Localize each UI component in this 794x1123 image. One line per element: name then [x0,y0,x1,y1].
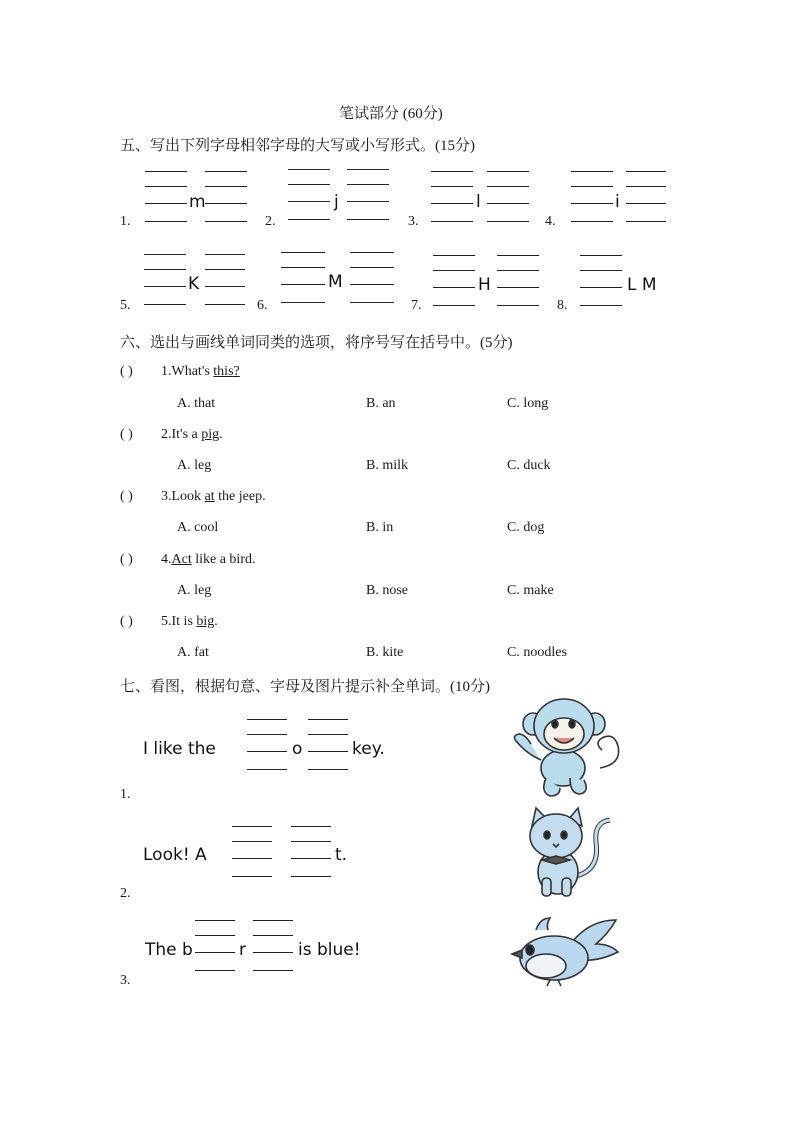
question-4 [161,552,255,568]
question-number: 1. [161,364,172,379]
item-number-2: 2. [265,214,276,229]
letter-2: j [334,192,339,212]
option-a[interactable]: A. leg [177,583,212,598]
option-c[interactable]: C. noodles [507,645,567,660]
writing-grid[interactable] [571,171,613,223]
writing-grid[interactable] [247,719,287,771]
writing-grid[interactable] [205,254,245,306]
underlined-word: Act [171,552,192,567]
item-number-8: 8. [557,298,568,313]
writing-grid[interactable] [580,255,622,307]
letter-4: i [615,192,620,212]
question-text: What's [171,364,214,379]
answer-bracket[interactable]: ( ) [120,552,133,567]
underlined-word: at [204,489,215,504]
question-text: the jeep. [214,489,266,504]
answer-bracket[interactable]: ( ) [120,427,133,442]
option-b[interactable]: B. in [366,520,394,535]
sentence-start: I like the [143,739,216,759]
writing-grid[interactable] [431,171,473,223]
sentence-end: t. [335,845,348,865]
option-b[interactable]: B. nose [366,583,408,598]
letter-3: l [476,192,481,212]
underlined-word: big [196,614,215,629]
question-text: It's a [171,427,202,442]
question-3 [161,489,266,505]
question-2 [161,427,223,443]
writing-grid[interactable] [347,169,389,221]
option-c[interactable]: C. duck [507,458,551,473]
letter-1: m [189,192,206,212]
writing-grid[interactable] [497,255,539,307]
writing-grid[interactable] [144,254,186,306]
writing-grid[interactable] [281,252,325,304]
option-a[interactable]: A. that [177,396,216,411]
writing-grid[interactable] [145,171,187,223]
page-title: 笔试部分 (60分) [339,106,443,122]
writing-grid[interactable] [487,171,529,223]
letter-8: L M [627,275,657,295]
option-a[interactable]: A. fat [177,645,209,660]
question-text: . [219,427,223,442]
sentence-end: key. [352,739,385,759]
writing-grid[interactable] [232,826,272,878]
writing-grid[interactable] [291,826,331,878]
sentence-letter: r [239,940,246,960]
question-number: 5. [161,614,172,629]
letter-7: H [478,275,491,295]
sentence-end: is blue! [298,940,361,960]
question-text: like a bird. [191,552,256,567]
underlined-word: this? [213,364,240,379]
question-text: It is [171,614,197,629]
question-1 [161,364,240,380]
sentence-start: The b [145,940,193,960]
answer-bracket[interactable]: ( ) [120,489,133,504]
option-b[interactable]: B. kite [366,645,404,660]
sentence-letter: o [292,739,303,759]
section5-heading: 五、写出下列字母相邻字母的大写或小写形式。(15分) [120,138,475,154]
option-b[interactable]: B. an [366,396,396,411]
writing-grid[interactable] [195,920,235,972]
question-5 [161,614,218,630]
writing-grid[interactable] [288,169,330,221]
cat-picture [518,806,614,898]
question-text: . [214,614,218,629]
writing-grid[interactable] [626,171,666,223]
option-b[interactable]: B. milk [366,458,409,473]
answer-bracket[interactable]: ( ) [120,614,133,629]
underlined-word: pig [201,427,220,442]
item-number-3: 3. [408,214,419,229]
writing-grid[interactable] [205,171,247,223]
item-number-5: 5. [120,298,131,313]
item-number-6: 6. [257,298,268,313]
option-c[interactable]: C. long [507,396,549,411]
option-a[interactable]: A. leg [177,458,212,473]
item-number: 3. [120,973,131,988]
question-number: 2. [161,427,172,442]
section7-heading: 七、看图，根据句意、字母及图片提示补全单词。(10分) [120,679,490,695]
bird-picture [506,910,622,988]
monkey-picture [508,698,623,798]
item-number: 1. [120,787,131,802]
letter-6: M [328,272,343,292]
item-number-7: 7. [411,298,422,313]
item-number-1: 1. [120,214,131,229]
writing-grid[interactable] [308,719,348,771]
item-number-4: 4. [545,214,556,229]
option-a[interactable]: A. cool [177,520,219,535]
item-number: 2. [120,886,131,901]
option-c[interactable]: C. make [507,583,554,598]
question-number: 4. [161,552,172,567]
writing-grid[interactable] [350,252,394,304]
option-c[interactable]: C. dog [507,520,545,535]
writing-grid[interactable] [253,920,293,972]
question-text: Look [171,489,205,504]
letter-5: K [188,274,200,294]
writing-grid[interactable] [433,255,475,307]
section6-heading: 六、选出与画线单词同类的选项，将序号写在括号中。(5分) [120,335,513,351]
answer-bracket[interactable]: ( ) [120,364,133,379]
sentence-start: Look! A [143,845,207,865]
question-number: 3. [161,489,172,504]
